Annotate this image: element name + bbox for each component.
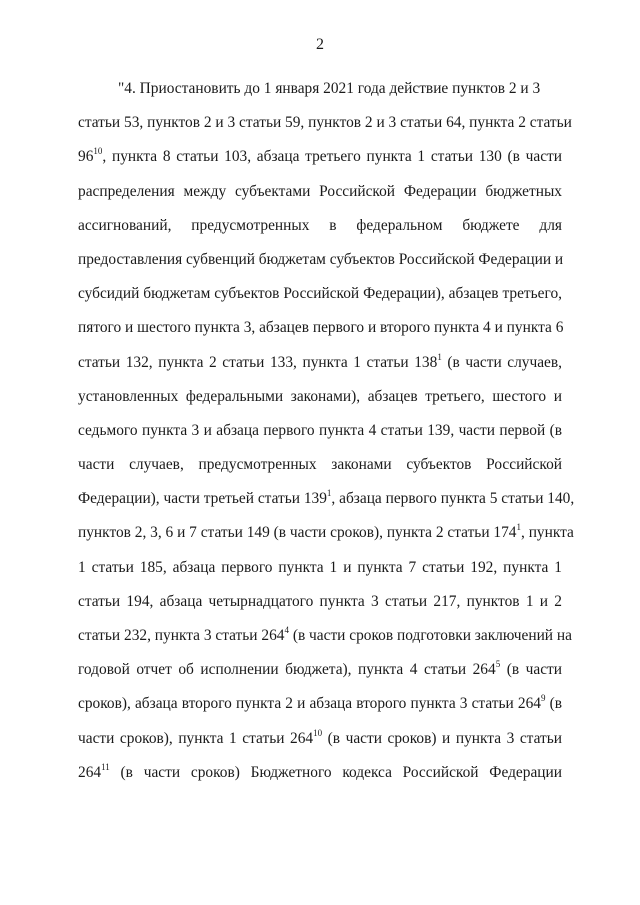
superscript: 1 [326,488,332,499]
text-line [78,283,562,317]
superscript: 5 [495,659,501,670]
text-segment: части сроков), пункта 1 статьи 264 [78,729,314,747]
text-segment: "4. Приостановить до 1 января 2021 года действие пунктов 2 и 3 [118,80,541,97]
text-segment: седьмого пункта 3 и абзаца первого пункта 4 статьи 139, части первой (в [78,421,562,439]
text-line [78,352,562,386]
text-line [78,591,562,625]
text-segment: пунктов 2, 3, 6 и 7 статьи 149 (в части сроков), пункта 2 статьи 174 [78,524,517,542]
text-segment: , абзаца первого пункта 5 статьи 140, [331,490,575,508]
text-line [78,78,562,112]
text-segment: статьи 194, абзаца четырнадцатого пункта 3 статьи 217, пунктов 1 и 2 [78,592,562,610]
text-segment: Федерации), части третьей статьи 139 [78,490,327,508]
text-segment: статьи 132, пункта 2 статьи 133, пункта 1 статьи 138 [78,353,438,371]
text-line [78,557,562,591]
page-number: 2 [316,36,324,53]
text-line [78,728,562,762]
text-segment: (в [545,695,563,713]
text-segment: субсидий бюджетам субъектов Российской Федерации), абзацев третьего, [78,285,562,303]
text-line [78,386,562,420]
superscript: 9 [540,693,546,704]
text-segment: 1 статьи 185, абзаца первого пункта 1 и пункта 7 статьи 192, пункта 1 [78,558,562,576]
text-segment: (в части сроков) Бюджетного кодекса Российской Федерации [109,763,562,781]
text-line [78,659,562,693]
text-segment: предоставления субвенций бюджетам субъектов Российской Федерации и [78,250,564,268]
text-segment: (в части случаев, [441,353,562,371]
text-segment: распределения между субъектами Российской Федерации бюджетных [78,182,562,200]
text-line [78,625,572,659]
superscript: 1 [437,351,442,362]
text-segment: сроков), абзаца второго пункта 2 и абзаца второго пункта 3 статьи 264 [78,695,541,713]
text-segment: 264 [78,763,102,781]
text-segment: ассигнований, предусмотренных в федеральном бюджете для [78,216,562,234]
text-line [78,146,562,180]
text-segment: статьи 232, пункта 3 статьи 264 [78,627,285,644]
text-segment: годовой отчет об исполнении бюджета), пункта 4 статьи 264 [78,661,496,679]
text-segment: части случаев, предусмотренных законами субъектов Российской [78,456,562,474]
text-line [78,249,562,283]
text-segment: статьи 53, пунктов 2 и 3 статьи 59, пунктов 2 и 3 статьи 64, пункта 2 статьи [78,114,572,132]
text-line [78,317,562,351]
text-segment: , пункта 8 статьи 103, абзаца третьего пункта 1 статьи 130 (в части [102,148,562,166]
text-line [78,112,572,146]
text-segment: пятого и шестого пункта 3, абзацев первого и второго пункта 4 и пункта 6 [78,319,564,337]
text-segment: 96 [78,148,94,166]
superscript: 1 [516,522,521,533]
text-line [78,181,562,215]
text-line [78,762,562,796]
text-line [78,488,575,522]
superscript: 11 [101,761,110,772]
text-line [78,693,562,727]
text-line [78,454,562,488]
superscript: 4 [284,625,289,635]
text-line [78,215,562,249]
text-segment: установленных федеральными законами), абзацев третьего, шестого и [78,387,562,405]
text-segment: (в части сроков подготовки заключений на [288,627,572,644]
text-segment: , пункта [521,524,574,542]
text-line [78,522,574,556]
superscript: 10 [313,727,323,738]
text-segment: (в части сроков) и пункта 3 статьи [322,729,562,747]
superscript: 10 [93,146,103,157]
body-text [78,78,575,796]
text-line [78,420,562,454]
text-segment: (в части [500,661,562,679]
